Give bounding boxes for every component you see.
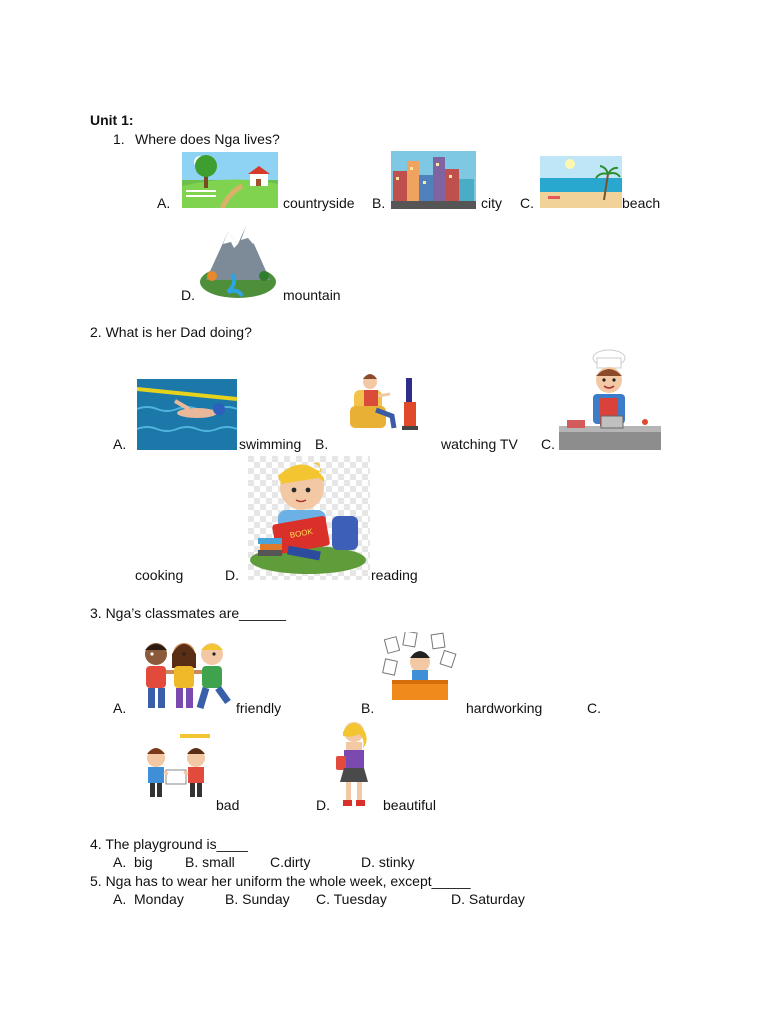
hardworking-image: [382, 632, 458, 706]
q3-option-b-letter[interactable]: B.: [361, 700, 375, 716]
q5-text: 5. Nga has to wear her uniform the whole week, except_____: [90, 873, 471, 889]
q2-option-a-label: swimming: [239, 436, 302, 452]
q1-text: Where does Nga lives?: [135, 131, 280, 147]
q5-option-c[interactable]: C. Tuesday: [316, 891, 387, 907]
q4-option-c[interactable]: C.dirty: [270, 854, 311, 870]
q2-option-a-letter[interactable]: A.: [113, 436, 127, 452]
q5-option-d[interactable]: D. Saturday: [451, 891, 525, 907]
q3-option-d-label: beautiful: [383, 797, 436, 813]
beach-image: [540, 156, 622, 208]
q3-option-d-letter[interactable]: D.: [316, 797, 330, 813]
q3-option-a-letter[interactable]: A.: [113, 700, 127, 716]
q3-option-b-label: hardworking: [466, 700, 543, 716]
q4-text: 4. The playground is____: [90, 836, 248, 852]
q1-option-c-letter[interactable]: C.: [520, 195, 534, 211]
q2-option-b-letter[interactable]: B.: [315, 436, 329, 452]
watching-tv-image: [336, 352, 436, 448]
q2-option-c-label: cooking: [135, 567, 184, 583]
q2-option-c-letter[interactable]: C.: [541, 436, 555, 452]
beautiful-image: [330, 718, 378, 810]
friendly-image: [134, 638, 234, 714]
q2-text: 2. What is her Dad doing?: [90, 324, 252, 340]
q4-option-d[interactable]: D. stinky: [361, 854, 415, 870]
unit-title: Unit 1:: [90, 112, 134, 128]
city-image: [391, 151, 476, 209]
q2-option-d-letter[interactable]: D.: [225, 567, 239, 583]
q1-option-b-label: city: [481, 195, 502, 211]
swimming-image: [137, 379, 237, 450]
svg-text:BOOK: BOOK: [289, 526, 314, 540]
q1-option-b-letter[interactable]: B.: [372, 195, 386, 211]
q2-option-d-label: reading: [371, 567, 418, 583]
q5-option-a[interactable]: A. Monday: [113, 891, 184, 907]
q1-option-a-letter[interactable]: A.: [157, 195, 171, 211]
q1-option-d-label: mountain: [283, 287, 341, 303]
q3-text: 3. Nga’s classmates are______: [90, 605, 286, 621]
q3-option-c-label: bad: [216, 797, 240, 813]
q1-option-a-label: countryside: [283, 195, 355, 211]
q1-number: 1.: [113, 131, 125, 147]
countryside-image: [182, 152, 278, 208]
q5-option-b[interactable]: B. Sunday: [225, 891, 290, 907]
q3-option-a-label: friendly: [236, 700, 282, 716]
q4-option-a[interactable]: A. big: [113, 854, 153, 870]
q4-option-b[interactable]: B. small: [185, 854, 235, 870]
reading-image: [248, 456, 370, 580]
q1-option-c-label: beach: [622, 195, 661, 211]
mountain-image: [198, 218, 278, 300]
q1-option-d-letter[interactable]: D.: [181, 287, 195, 303]
cooking-image: [557, 348, 663, 450]
q2-option-b-label: watching TV: [441, 436, 518, 452]
q3-option-c-letter[interactable]: C.: [587, 700, 601, 716]
bad-image: [138, 732, 214, 804]
